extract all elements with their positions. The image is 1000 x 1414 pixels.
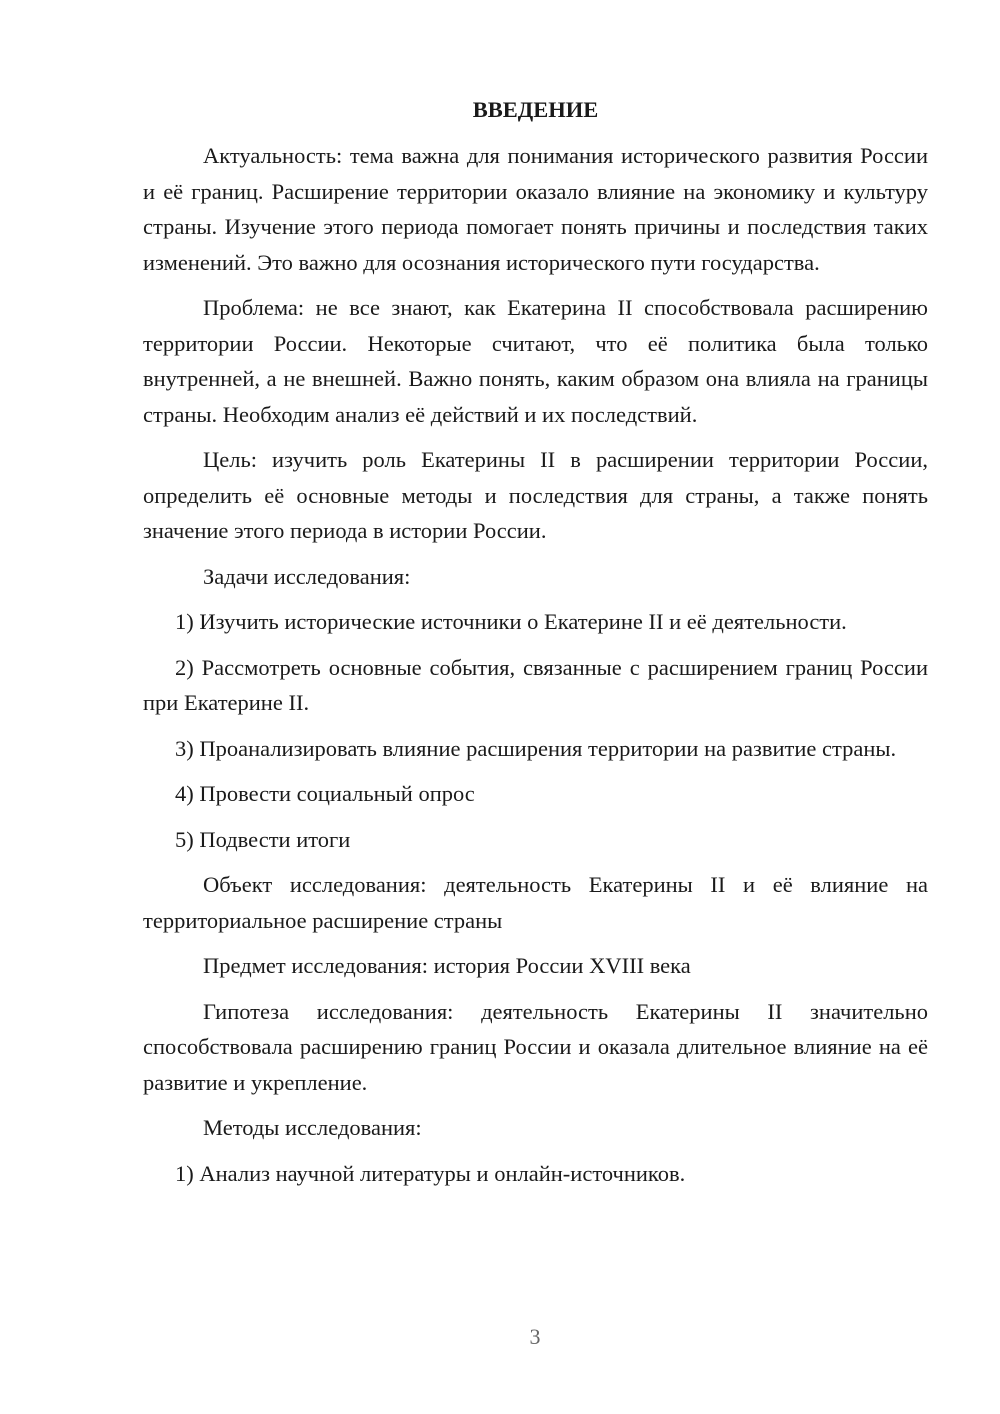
problem-paragraph: Проблема: не все знают, как Екатерина II способствовала расширению территории России. Некоторые считают, что её политика была только внутренней, а не внешней. Важно понять, каким образом она влияла на границы страны. Необходим анализ её действий и их последствий. [143,295,928,427]
task-item: 1) Изучить исторические источники о Екатерине II и её деятельности. [175,609,847,634]
task-item: 2) Рассмотреть основные события, связанные с расширением границ России при Екатерине II. [143,654,928,715]
page-number: 3 [529,1324,541,1349]
task-item: 3) Проанализировать влияние расширения территории на развитие страны. [175,735,897,761]
tasks-heading: Задачи исследования: [203,563,411,589]
page-title: ВВЕДЕНИЕ [472,97,599,122]
object-paragraph: Объект исследования: деятельность Екатерины II и её влияние на территориальное расширение страны [143,872,928,933]
hypothesis-paragraph: Гипотеза исследования: деятельность Екатерины II значительно способствовала расширению границ России и оказала длительное влияние на её развитие и укрепление. [143,998,928,1095]
task-item: 5) Подвести итоги [175,826,351,852]
task-item: 4) Провести социальный опрос [175,781,475,806]
goal-paragraph: Цель: изучить роль Екатерины II в расширении территории России, определить её основные методы и последствия для страны, а также понять значение этого периода в истории России. [143,447,928,543]
method-item: 1) Анализ научной литературы и онлайн-источников. [175,1160,686,1186]
page-content [143,92,928,1201]
subject-paragraph: Предмет исследования: история России XVIII века [203,953,691,978]
relevance-paragraph: Актуальность: тема важна для понимания исторического развития России и её границ. Расширение территории оказало влияние на экономику и культуру страны. Изучение этого периода помогает понять причины и последствия таких изменений. Это важно для осознания исторического пути государства. [143,143,928,275]
methods-heading: Методы исследования: [203,1115,422,1140]
